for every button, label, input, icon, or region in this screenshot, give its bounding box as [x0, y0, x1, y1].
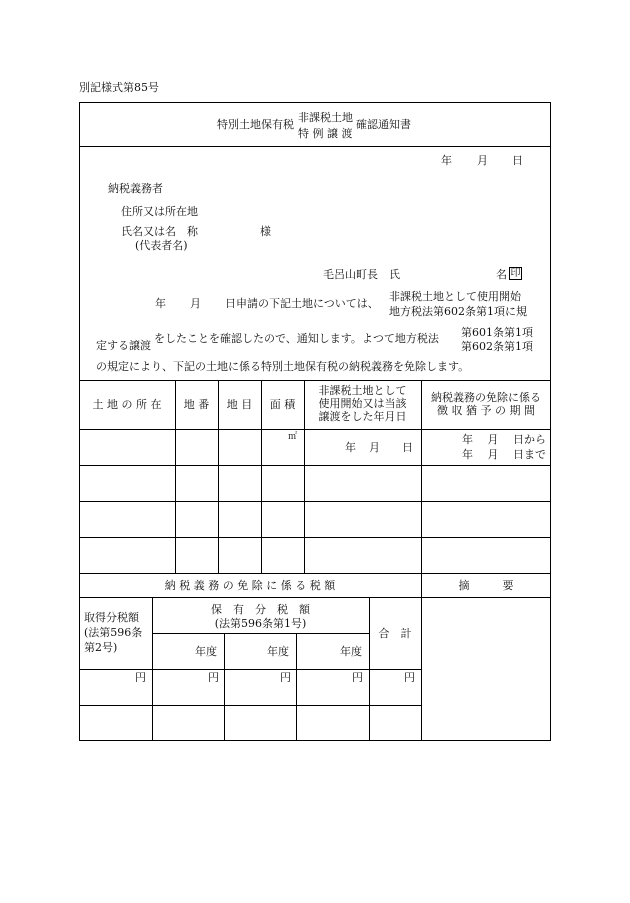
- total-header: 合 計: [378, 627, 412, 640]
- body-line2-prefix: 定する譲渡: [96, 339, 151, 352]
- rule-land-header: [79, 429, 551, 430]
- body-year: 年: [155, 297, 166, 310]
- body-day-text: 日申請の下記土地については、: [225, 297, 379, 310]
- year-label-1: 年度: [195, 645, 217, 658]
- body-option-a-2: 地方税法第602条第1項に規: [389, 305, 527, 318]
- holding-tax-header: 保 有 分 税 額 (法第596条第1号): [211, 603, 310, 630]
- title-option-upper: 非課税土地: [298, 111, 353, 124]
- name-label: 氏名又は名 称: [121, 225, 198, 238]
- header-location: 土 地 の 所 在: [92, 398, 162, 411]
- taxpayer-heading: 納税義務者: [108, 182, 163, 195]
- yen-acquisition: 円: [135, 671, 146, 684]
- vrule-remarks: [421, 573, 422, 741]
- yen-total: 円: [404, 671, 415, 684]
- issuer-name-suffix: 名: [496, 268, 507, 281]
- title-suffix: 確認通知書: [356, 118, 411, 131]
- header-lot-number: 地 番: [183, 398, 210, 411]
- rule-tax-section: [79, 597, 551, 598]
- body-month: 月: [190, 297, 201, 310]
- honorific: 様: [260, 225, 271, 238]
- acquisition-tax-header: 取得分税額 (法第596条 第2号): [84, 611, 143, 654]
- row-date-year: 年: [345, 441, 356, 454]
- issuer-title: 毛呂山町長 氏: [323, 268, 400, 281]
- vrule-tax-4: [296, 633, 297, 741]
- grace-to: 年 月 日まで: [462, 448, 546, 461]
- body-option-a-1: 非課税土地として使用開始: [389, 290, 521, 303]
- header-use-date: 非課税土地として 使用開始又は当該 譲渡をした年月日: [318, 384, 407, 423]
- body-option-b-1: 第601条第1項: [461, 326, 533, 339]
- representative-label: (代表者名): [135, 239, 188, 252]
- header-area: 面 積: [269, 398, 296, 411]
- rule-land-row2: [79, 501, 551, 502]
- rule-land-row4: [79, 573, 551, 574]
- title-option-lower: 特 例 譲 渡: [298, 127, 353, 140]
- rule-body: [79, 380, 551, 381]
- tax-section-header: 納 税 義 務 の 免 除 に 係 る 税 額: [164, 579, 336, 592]
- rule-land-row1: [79, 465, 551, 466]
- date-month: 月: [477, 154, 488, 167]
- form-number: 別記様式第85号: [79, 81, 159, 94]
- remarks-header: 摘 要: [458, 579, 514, 592]
- yen-holding-2: 円: [280, 671, 291, 684]
- vrule-tax-2: [369, 597, 370, 741]
- date-day: 日: [512, 154, 523, 167]
- date-year: 年: [441, 154, 452, 167]
- rule-holding-header: [152, 633, 369, 634]
- area-unit: ㎡: [288, 432, 298, 442]
- row-date-day: 日: [402, 441, 413, 454]
- address-label: 住所又は所在地: [121, 205, 198, 218]
- body-line3: の規定により、下記の土地に係る特別土地保有税の納税義務を免除します。: [96, 360, 470, 373]
- yen-holding-3: 円: [352, 671, 363, 684]
- row-date-month: 月: [369, 441, 380, 454]
- header-grace-period: 納税義務の免除に係る 徴 収 猶 予 の 期 間: [431, 391, 541, 417]
- header-land-category: 地 目: [226, 398, 253, 411]
- rule-land-row3: [79, 537, 551, 538]
- year-label-3: 年度: [340, 645, 362, 658]
- title-prefix: 特別土地保有税: [217, 118, 294, 131]
- body-line2-mid: をしたことを確認したので、通知します。よつて地方税法: [154, 332, 439, 345]
- yen-holding-1: 円: [208, 671, 219, 684]
- rule-title: [79, 146, 551, 147]
- vrule-tax-3: [224, 633, 225, 741]
- year-label-2: 年度: [267, 645, 289, 658]
- grace-from: 年 月 日から: [462, 433, 546, 446]
- body-option-b-2: 第602条第1項: [461, 340, 533, 353]
- seal-mark: 印: [510, 268, 521, 279]
